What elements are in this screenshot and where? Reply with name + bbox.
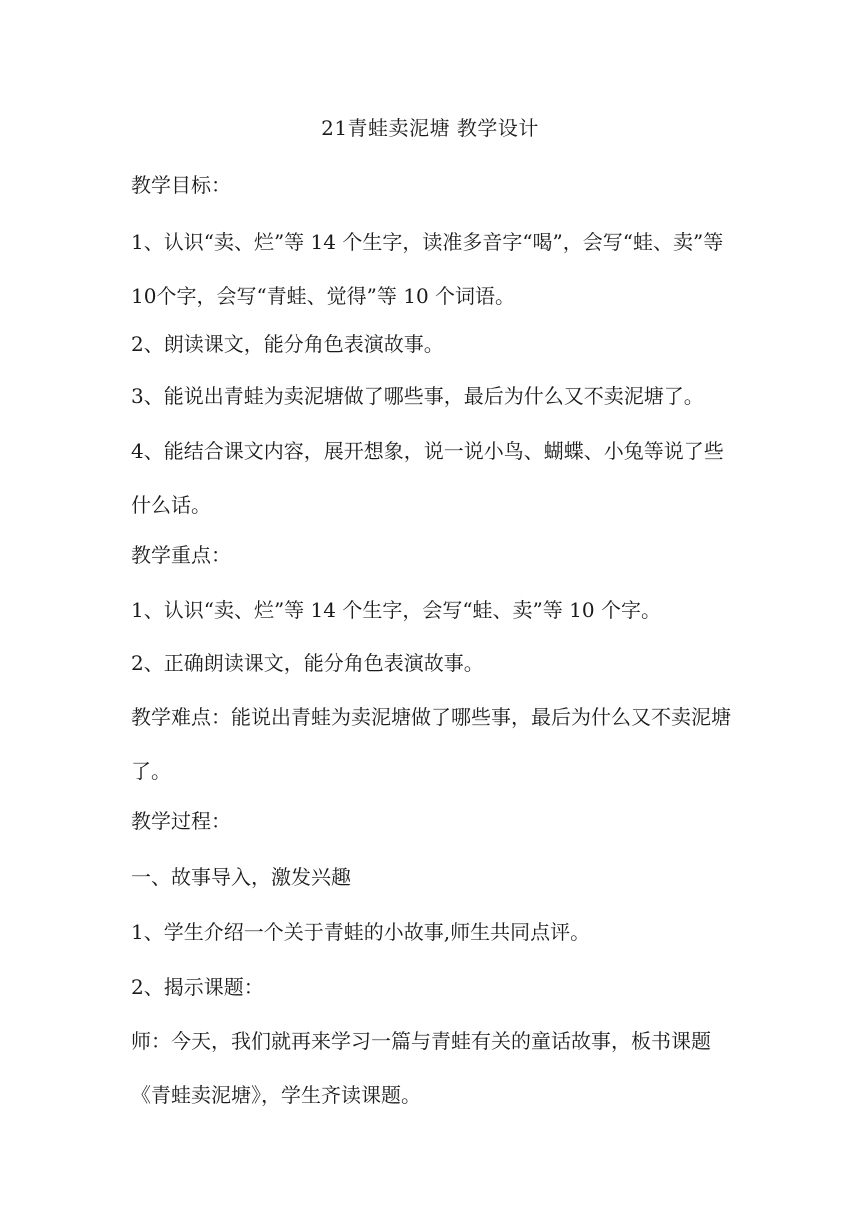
process-step-heading-1: 一、故事导入，激发兴趣: [131, 865, 351, 889]
objective-item-2: 2、朗读课文，能分角色表演故事。: [131, 332, 444, 356]
objective-item-3: 3、能说出青蛙为卖泥塘做了哪些事，最后为什么又不卖泥塘了。: [131, 384, 704, 408]
key-point-item-2: 2、正确朗读课文，能分角色表演故事。: [131, 651, 484, 675]
objective-item-4: 4、能结合课文内容，展开想象，说一说小鸟、蝴蝶、小兔等说了些什么话。: [131, 439, 724, 517]
objective-item-1: 1、认识“卖、烂”等 14 个生字，读准多音字“喝”，会写“蛙、卖”等 10个字，会写“青蛙、觉得”等 10 个词语。: [131, 230, 724, 308]
teacher-remark: 师：今天，我们就再来学习一篇与青蛙有关的童话故事，板书课题《青蛙卖泥塘》，学生齐读课题。: [131, 1029, 711, 1107]
process-item-2: 2、揭示课题：: [131, 975, 264, 999]
process-item-1: 1、学生介绍一个关于青蛙的小故事,师生共同点评。: [131, 920, 591, 944]
section-heading-process: 教学过程：: [131, 809, 231, 833]
section-heading-key-points: 教学重点：: [131, 543, 231, 567]
document-title: 21青蛙卖泥塘 教学设计: [321, 116, 539, 140]
difficulty-paragraph: 教学难点：能说出青蛙为卖泥塘做了哪些事，最后为什么又不卖泥塘了。: [131, 705, 731, 783]
key-point-item-1: 1、认识“卖、烂”等 14 个生字，会写“蛙、卖”等 10 个字。: [131, 598, 661, 622]
section-heading-objectives: 教学目标：: [131, 173, 231, 197]
